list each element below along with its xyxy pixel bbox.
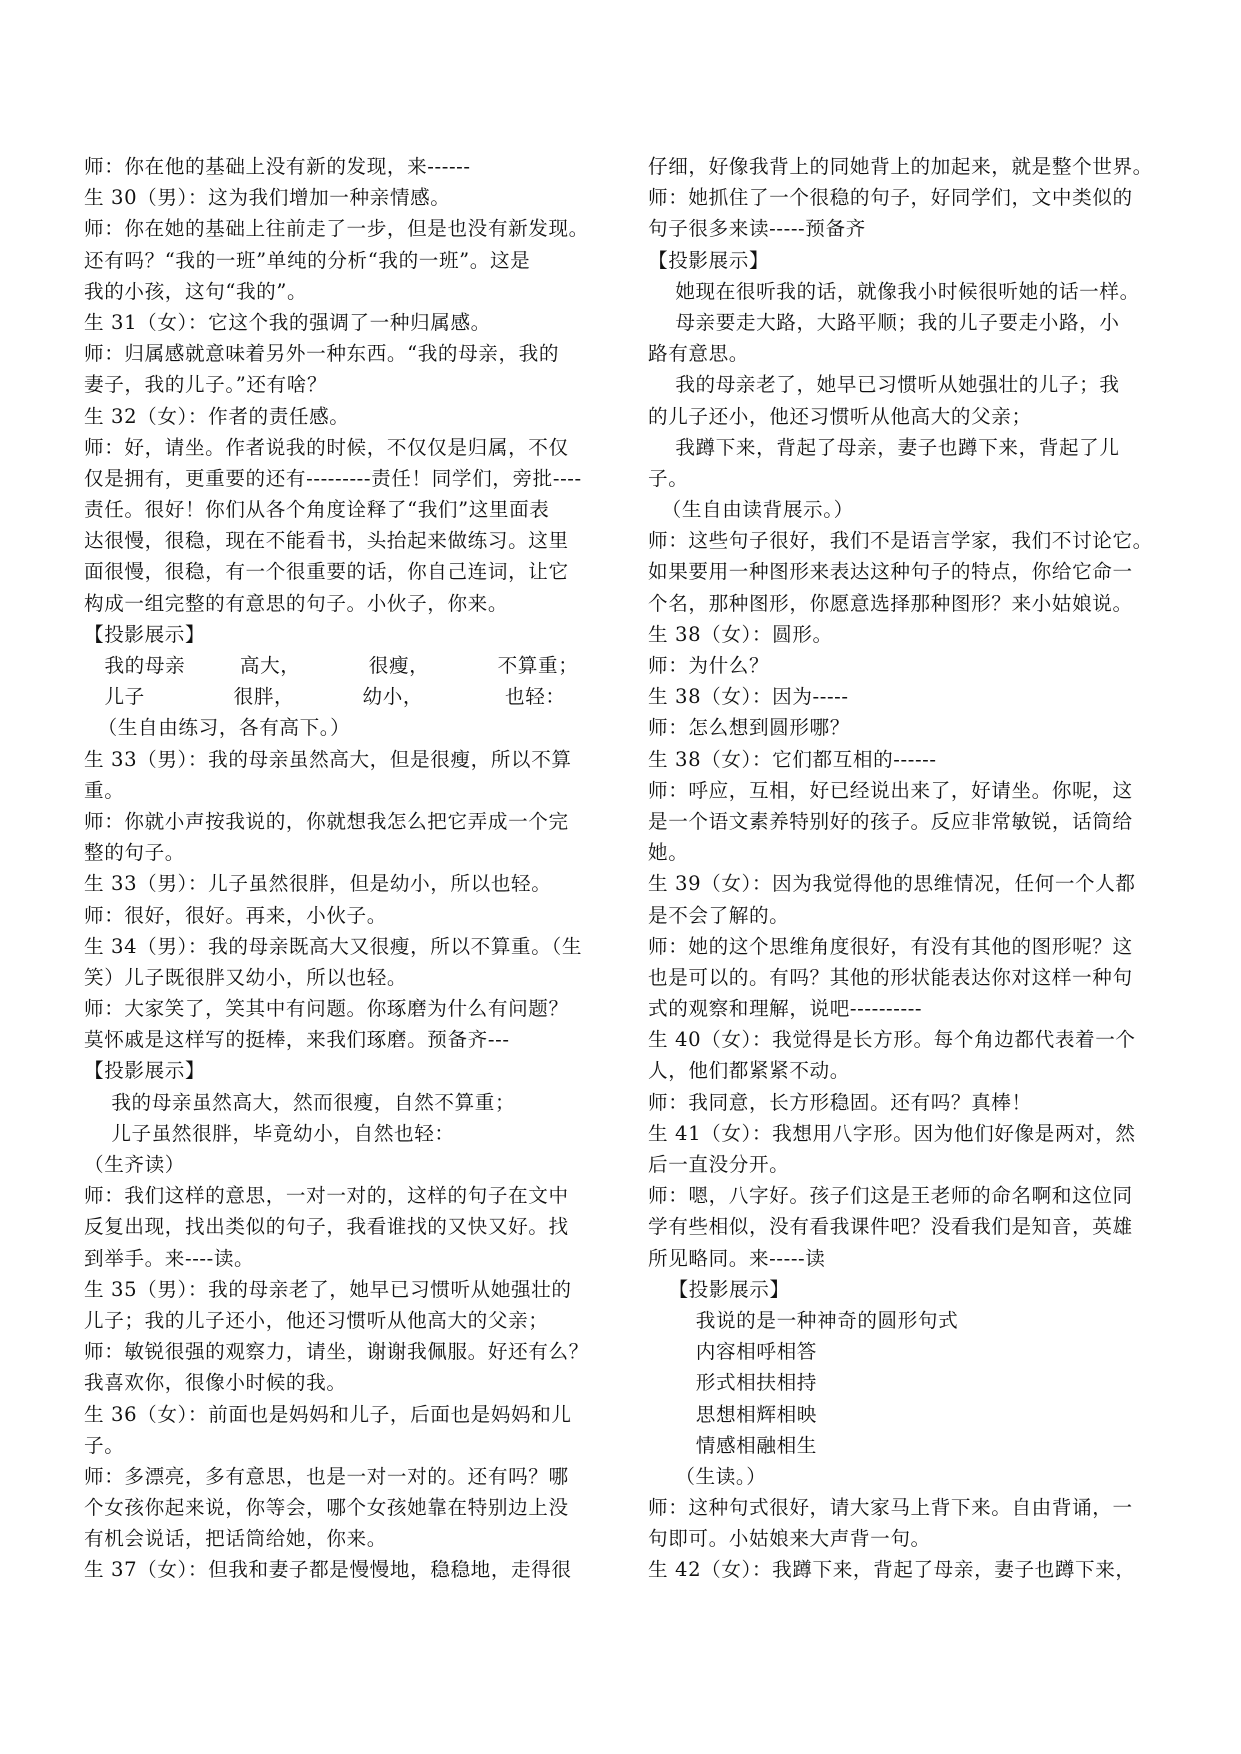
text-line: 构成一组完整的有意思的句子。小伙子，你来。 xyxy=(84,591,509,615)
text-line: 生 41（女）：我想用八字形。因为他们好像是两对，然 xyxy=(648,1121,1136,1145)
text-line: 笑）儿子既很胖又幼小，所以也轻。 xyxy=(84,965,408,989)
text-line: 生 38（女）：它们都互相的------ xyxy=(648,747,937,771)
text-line: 师：好，请坐。作者说我的时候，不仅仅是归属，不仅 xyxy=(84,435,569,459)
text-line: 思想相辉相映 xyxy=(648,1402,817,1426)
text-line: 路有意思。 xyxy=(648,342,749,366)
text-line: 【投影展示】 xyxy=(84,622,206,646)
text-line: 也是可以的。有吗？其他的形状能表达你对这样一种句 xyxy=(648,965,1133,989)
text-line: 生 39（女）：因为我觉得他的思维情况，任何一个人都 xyxy=(648,872,1136,896)
text-line: 师：怎么想到圆形哪？ xyxy=(648,716,850,740)
text-line: 仔细，好像我背上的同她背上的加起来，就是整个世界。 xyxy=(648,155,1153,178)
text-line: 生 33（男）：儿子虽然很胖，但是幼小，所以也轻。 xyxy=(84,872,552,896)
text-line: 师：为什么？ xyxy=(648,654,770,677)
text-line: 生 36（女）：前面也是妈妈和儿子，后面也是妈妈和儿 xyxy=(84,1402,572,1426)
text-line: 儿子虽然很胖，毕竟幼小，自然也轻： xyxy=(84,1121,455,1145)
text-line: 是一个语文素养特别好的孩子。反应非常敏锐，话筒给 xyxy=(648,809,1133,833)
text-line: 师：她抓住了一个很稳的句子，好同学们，文中类似的 xyxy=(648,186,1133,210)
text-line: 师：多漂亮，多有意思，也是一对一对的。还有吗？哪 xyxy=(84,1464,569,1488)
text-line: 责任。很好！你们从各个角度诠释了“我们”这里面表 xyxy=(84,498,550,522)
text-line: 情感相融相生 xyxy=(648,1433,817,1457)
text-line: 师：你就小声按我说的，你就想我怎么把它弄成一个完 xyxy=(84,809,569,833)
text-line: 师：你在她的基础上往前走了一步，但是也没有新发现。 xyxy=(84,217,589,241)
text-line: 的儿子还小，他还习惯听从他高大的父亲； xyxy=(648,404,1032,428)
text-line: 【投影展示】 xyxy=(648,1277,790,1301)
text-line: 我喜欢你，很像小时候的我。 xyxy=(84,1371,347,1395)
text-line: 如果要用一种图形来表达这种句子的特点，你给它命一 xyxy=(648,560,1133,584)
text-line: 妻子，我的儿子。”还有啥？ xyxy=(84,373,328,397)
text-line: 形式相扶相持 xyxy=(648,1371,817,1395)
text-line: 还有吗？“我的一班”单纯的分析“我的一班”。这是 xyxy=(84,248,531,272)
text-line: 我的母亲虽然高大，然而很瘦，自然不算重； xyxy=(84,1090,516,1114)
text-line: 生 33（男）：我的母亲虽然高大，但是很瘦，所以不算 xyxy=(84,747,572,771)
text-line: 师：你在他的基础上没有新的发现，来------ xyxy=(84,155,471,178)
text-line: 母亲要走大路，大路平顺；我的儿子要走小路，小 xyxy=(648,310,1120,334)
text-line: 儿子 很胖， 幼小， 也轻： xyxy=(84,685,566,709)
text-line: 师：大家笑了，笑其中有问题。你琢磨为什么有问题？ xyxy=(84,997,569,1021)
text-line: 仅是拥有，更重要的还有---------责任！同学们，旁批---- xyxy=(84,466,582,490)
text-line: 学有些相似，没有看我课件吧？没看我们是知音，英雄 xyxy=(648,1215,1133,1239)
text-line: 人，他们都紧紧不动。 xyxy=(648,1059,850,1083)
text-line: 生 35（男）：我的母亲老了，她早已习惯听从她强壮的 xyxy=(84,1277,572,1301)
text-line: 我说的是一种神奇的圆形句式 xyxy=(648,1308,959,1332)
text-line: 师：我们这样的意思，一对一对的，这样的句子在文中 xyxy=(84,1184,569,1208)
text-line: 师：我同意，长方形稳固。还有吗？真棒！ xyxy=(648,1090,1032,1114)
text-line: 我蹲下来，背起了母亲，妻子也蹲下来，背起了儿 xyxy=(648,435,1120,459)
text-line: 生 38（女）：因为----- xyxy=(648,685,849,709)
left-column xyxy=(84,151,624,1586)
text-line: 生 40（女）：我觉得是长方形。每个角边都代表着一个 xyxy=(648,1028,1136,1052)
text-line: （生读。） xyxy=(648,1464,767,1488)
text-line: 重。 xyxy=(84,778,125,802)
text-line: 【投影展示】 xyxy=(648,248,770,272)
text-line: 有机会说话，把话筒给她，你来。 xyxy=(84,1527,387,1551)
text-line: 到举手。来----读。 xyxy=(84,1246,255,1270)
text-line: 子。 xyxy=(84,1433,125,1457)
text-line: 生 30（男）：这为我们增加一种亲情感。 xyxy=(84,186,451,210)
text-line: 是不会了解的。 xyxy=(648,903,790,927)
text-line: 后一直没分开。 xyxy=(648,1153,790,1176)
text-line: 师：她的这个思维角度很好，有没有其他的图形呢？这 xyxy=(648,934,1133,958)
text-line: 师：这些句子很好，我们不是语言学家，我们不讨论它。 xyxy=(648,529,1153,553)
text-line: （生自由读背展示。） xyxy=(648,498,854,522)
text-line: 师：呼应，互相，好已经说出来了，好请坐。你呢，这 xyxy=(648,778,1133,802)
text-line: 所见略同。来-----读 xyxy=(648,1246,826,1270)
text-line: 师：嗯，八字好。孩子们这是王老师的命名啊和这位同 xyxy=(648,1184,1133,1208)
text-line: （生自由练习，各有高下。） xyxy=(84,716,351,740)
text-line: 反复出现，找出类似的句子，我看谁找的又快又好。找 xyxy=(84,1215,569,1239)
text-line: 她。 xyxy=(648,841,689,865)
text-line: 面很慢，很稳，有一个很重要的话，你自己连词，让它 xyxy=(84,560,569,584)
text-line: 师：归属感就意味着另外一种东西。“我的母亲，我的 xyxy=(84,342,560,366)
text-line: 式的观察和理解，说吧---------- xyxy=(648,997,923,1021)
text-line: 个女孩你起来说，你等会，哪个女孩她靠在特别边上没 xyxy=(84,1496,569,1520)
text-line: 生 34（男）：我的母亲既高大又很瘦，所以不算重。（生 xyxy=(84,934,583,958)
text-line: 我的母亲 高大， 很瘦， 不算重； xyxy=(84,654,579,677)
text-line: 儿子；我的儿子还小，他还习惯听从他高大的父亲； xyxy=(84,1308,549,1332)
text-line: 师：这种句式很好，请大家马上背下来。自由背诵，一 xyxy=(648,1496,1133,1520)
right-column xyxy=(648,151,1188,1586)
text-line: 内容相呼相答 xyxy=(648,1340,817,1364)
text-line: 生 42（女）：我蹲下来，背起了母亲，妻子也蹲下来， xyxy=(648,1558,1136,1582)
text-line: 生 31（女）：它这个我的强调了一种归属感。 xyxy=(84,310,491,334)
text-line: 达很慢，很稳，现在不能看书，头抬起来做练习。这里 xyxy=(84,529,569,553)
text-line: 个名，那种图形，你愿意选择那种图形？来小姑娘说。 xyxy=(648,591,1133,615)
text-line: （生齐读） xyxy=(84,1153,185,1176)
text-line: 生 37（女）：但我和妻子都是慢慢地，稳稳地，走得很 xyxy=(84,1558,572,1582)
text-line: 莫怀戚是这样写的挺棒，来我们琢磨。预备齐--- xyxy=(84,1028,510,1052)
text-line: 子。 xyxy=(648,466,689,490)
text-line: 她现在很听我的话，就像我小时候很听她的话一样。 xyxy=(648,279,1140,303)
text-line: 【投影展示】 xyxy=(84,1059,206,1083)
text-line: 句子很多来读-----预备齐 xyxy=(648,217,866,241)
text-line: 句即可。小姑娘来大声背一句。 xyxy=(648,1527,931,1551)
text-line: 生 38（女）：圆形。 xyxy=(648,622,833,646)
text-line: 生 32（女）：作者的责任感。 xyxy=(84,404,350,428)
text-line: 我的母亲老了，她早已习惯听从她强壮的儿子；我 xyxy=(648,373,1120,397)
text-line: 师：敏锐很强的观察力，请坐，谢谢我佩服。好还有么？ xyxy=(84,1340,589,1364)
text-line: 师：很好，很好。再来，小伙子。 xyxy=(84,903,387,927)
text-line: 我的小孩，这句“我的”。 xyxy=(84,279,308,303)
text-line: 整的句子。 xyxy=(84,841,185,865)
